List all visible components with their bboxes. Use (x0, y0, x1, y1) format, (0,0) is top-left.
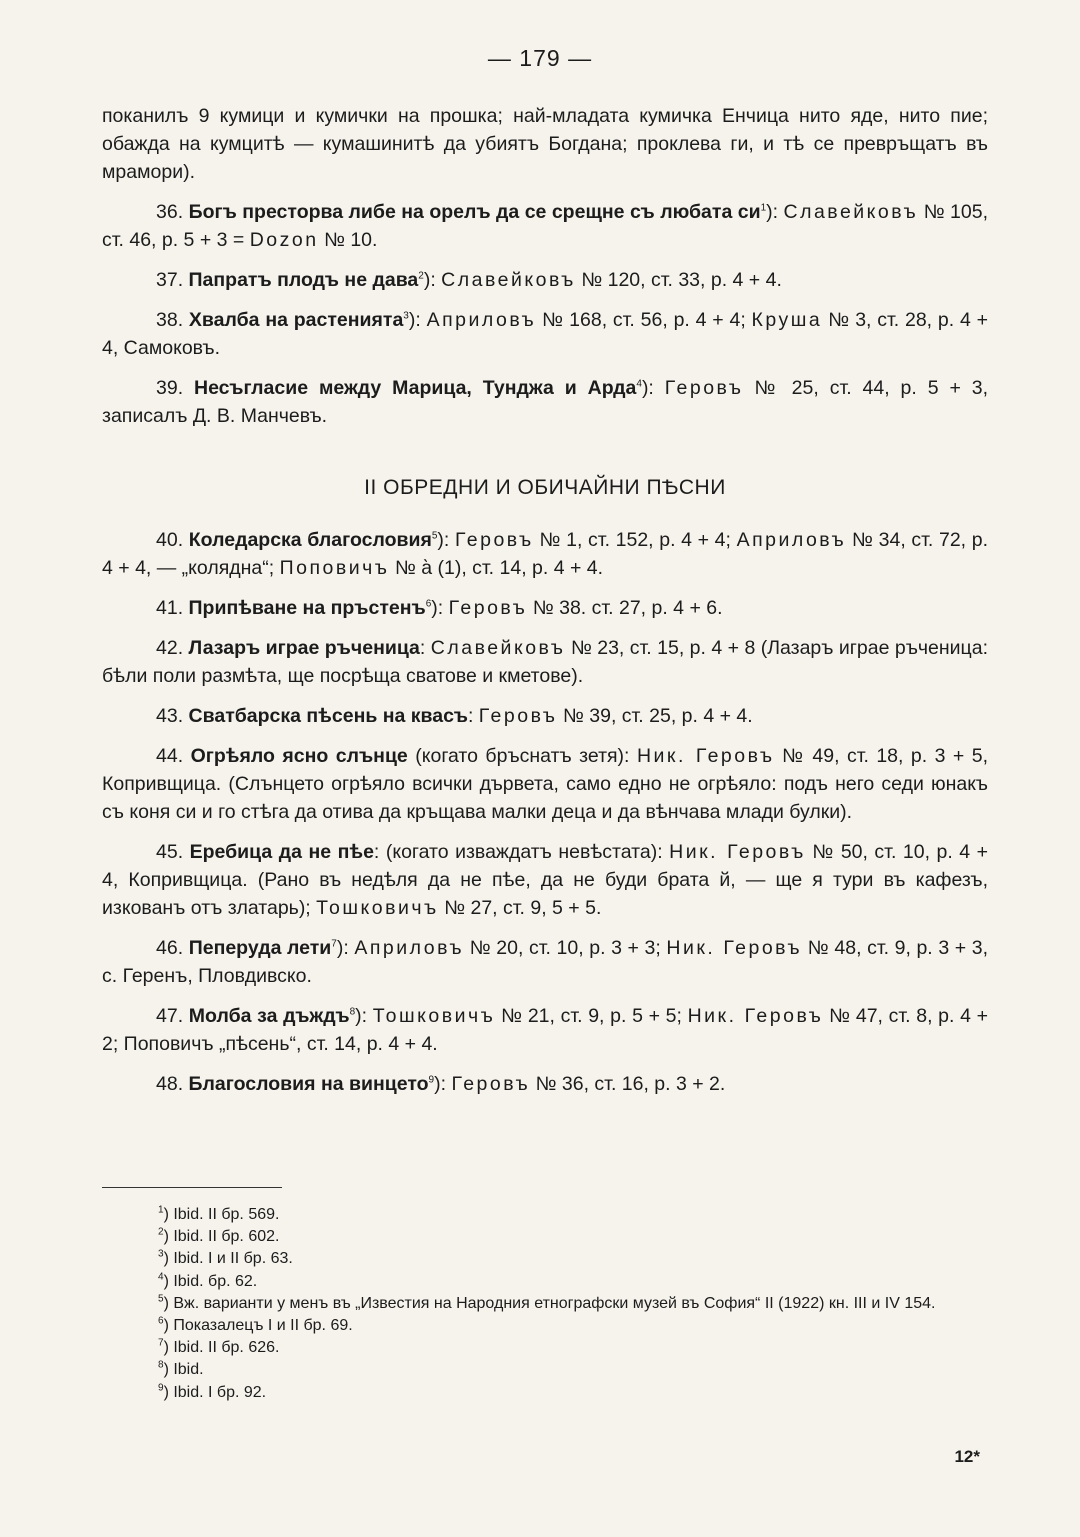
entry-47 (102, 1002, 988, 1058)
entry-title: Еребица да не пѣе (189, 841, 374, 863)
footnote-6 (102, 1315, 988, 1337)
entry-source-author: Геровъ (448, 597, 528, 619)
entry-source-ref: № 1, ст. 152, р. 4 + 4; (533, 529, 737, 551)
entry-note: ): (355, 1005, 368, 1027)
entry-source-ref: № 21, ст. 9, р. 5 + 5; (495, 1005, 688, 1027)
entry-note: ): (431, 597, 444, 619)
entry-source-author: Геровъ (455, 529, 534, 551)
entry-title: Лазаръ играе ръченица (188, 637, 420, 659)
entry-note: ): (434, 1073, 447, 1095)
footnote-4 (102, 1271, 988, 1293)
footnote-5 (102, 1293, 988, 1315)
entry-40 (102, 526, 988, 582)
entry-source-ref: № 48, ст. 9, р. 3 + 3, с. Геренъ, Пловдивско. (102, 937, 989, 987)
footnote-ref: 4 (636, 378, 642, 390)
entry-43 (102, 702, 988, 730)
entry-number: 47. (156, 1005, 184, 1027)
entry-source-author: Априловъ (426, 309, 537, 331)
entry-source-author: Тошковичъ (316, 897, 439, 919)
entry-note: ): (641, 377, 654, 399)
entry-source-author: Априловъ (736, 529, 847, 551)
footnote-mark: 1 (158, 1204, 164, 1216)
entry-source-ref: № 120, ст. 33, р. 4 + 4. (575, 269, 782, 291)
footnote-mark: 8 (158, 1360, 164, 1372)
entry-title: Папратъ плодъ не дава (188, 269, 419, 291)
entry-source-author: Тошковичъ (372, 1005, 496, 1027)
entry-note: ): (336, 937, 349, 959)
footnote-mark: 4 (158, 1271, 164, 1283)
entry-source-ref: № 168, ст. 56, р. 4 + 4; (536, 309, 752, 331)
entries-group-2 (102, 526, 988, 1098)
footnote-ref: 7 (331, 938, 337, 950)
entry-source-author: Геровъ (664, 377, 744, 399)
footnote-1 (102, 1204, 988, 1226)
entry-45 (102, 838, 988, 922)
footnote-text: ) Ibid. (163, 1361, 204, 1379)
entry-title: Богъ престорва либе на орелъ да се срещне съ любата си (188, 201, 761, 223)
page-signature: 12* (954, 1447, 980, 1466)
entry-source-author: Априловъ (354, 937, 465, 959)
entry-source-author: Ник. Геровъ (636, 745, 775, 767)
footnote-ref: 2 (418, 270, 424, 282)
entry-source-author: Круша (751, 309, 823, 331)
entry-number: 41. (156, 597, 184, 619)
entry-note: : (467, 705, 474, 727)
entry-source-ref: № 47, ст. 8, р. 4 + 2; Поповичъ „пѣсень“, ст. 14, р. 4 + 4. (102, 1005, 989, 1055)
entry-46 (102, 934, 988, 990)
footnote-mark: 6 (158, 1315, 164, 1327)
footnote-text: ) Показалецъ I и II бр. 69. (163, 1317, 353, 1335)
entry-source-ref: № 34, ст. 72, р. 4 + 4, — „колядна“; (102, 529, 989, 579)
entry-39 (102, 374, 988, 430)
entry-title: Благословия на винцето (188, 1073, 429, 1095)
entry-source-author: Ник. Геровъ (666, 937, 803, 959)
entry-number: 44. (156, 745, 184, 767)
entry-source-ref: № 49, ст. 18, р. 3 + 5, Копривщица. (Слънцето огрѣяло всички дървета, само едно не огрѣяло: подъ него седи юнакъ съ коня си и го стѣга да отива да кръщава малки деца и да вѣнчава млади булки). (102, 745, 989, 823)
footnote-ref: 6 (425, 598, 432, 610)
entry-title: Хвалба на растенията (188, 309, 404, 331)
footnotes (102, 1204, 988, 1404)
main-text (102, 102, 988, 1110)
page-number: — 179 — (487, 45, 593, 71)
entry-number: 43. (156, 705, 184, 727)
footnote-ref: 1 (760, 202, 767, 214)
entry-note: ): (408, 309, 421, 331)
entry-42 (102, 634, 988, 690)
entry-source-author: Славейковъ (441, 269, 576, 291)
footnote-divider (102, 1187, 282, 1188)
footnote-3 (102, 1248, 988, 1270)
footnote-9 (102, 1382, 988, 1404)
footnote-ref: 3 (403, 310, 409, 322)
entry-note: ): (766, 201, 779, 223)
entry-source-ref: № 25, ст. 44, р. 5 + 3, записалъ Д. В. Манчевъ. (102, 377, 989, 427)
entry-note: ): (437, 529, 450, 551)
entry-41 (102, 594, 988, 622)
entry-title: Сватбарска пѣсень на квасъ (188, 705, 468, 727)
entry-number: 45. (156, 841, 184, 863)
footnote-text: ) Вж. варианти у менъ въ „Известия на Народния етнографски музей въ София“ II (1922) кн. III и IV 154. (163, 1294, 936, 1312)
entry-source-author: Славейковъ (783, 201, 919, 223)
section-title: II ОБРЕДНИ И ОБИЧАЙНИ ПѢСНИ (364, 476, 726, 499)
entry-number: 37. (156, 269, 184, 291)
entry-number: 48. (156, 1073, 184, 1095)
entry-source-ref: № 3, ст. 28, р. 4 + 4, Самоковъ. (102, 309, 989, 359)
entry-number: 39. (156, 377, 184, 399)
entry-source-ref: № а̀ (1), ст. 14, р. 4 + 4. (389, 557, 604, 579)
entry-title: Пеперуда лети (188, 937, 332, 959)
entry-48 (102, 1070, 988, 1098)
entry-source-ref: № 10. (318, 229, 378, 251)
entry-source-author: Поповичъ (279, 557, 390, 579)
entry-number: 42. (156, 637, 184, 659)
footnote-text: ) Ibid. II бр. 569. (163, 1206, 280, 1223)
entry-source-ref: № 36, ст. 16, р. 3 + 2. (530, 1073, 726, 1095)
footnote-mark: 2 (158, 1226, 164, 1238)
entries-group-1 (102, 198, 988, 430)
footnote-ref: 9 (428, 1074, 435, 1086)
entry-source-author: Dozon (249, 229, 319, 251)
footnote-7 (102, 1337, 988, 1359)
footnote-2 (102, 1226, 988, 1248)
entry-37 (102, 266, 988, 294)
entry-source-author: Ник. Геровъ (687, 1005, 824, 1027)
entry-note: : (когато изваждатъ невѣстата): (373, 841, 663, 863)
entry-note: : (419, 637, 426, 659)
entry-source-ref: № 39, ст. 25, р. 4 + 4. (557, 705, 753, 727)
entry-source-author: Геровъ (451, 1073, 531, 1095)
footnote-text: ) Ibid. бр. 62. (163, 1272, 258, 1290)
entry-source-ref: № 23, ст. 15, р. 4 + 8 (Лазаръ играе ръченица: бѣли поли размѣта, ще посрѣща сватове и кметове). (102, 637, 988, 687)
entry-number: 36. (156, 201, 184, 223)
footnote-mark: 9 (158, 1382, 164, 1394)
entry-title: Несъгласие между Марица, Тунджа и Арда (194, 377, 637, 399)
footnote-mark: 7 (158, 1337, 164, 1349)
footnote-mark: 5 (158, 1293, 164, 1305)
entry-source-ref: № 27, ст. 9, 5 + 5. (438, 897, 602, 919)
entry-number: 46. (156, 937, 184, 959)
entry-38 (102, 306, 988, 362)
footnote-text: ) Ibid. II бр. 602. (163, 1228, 280, 1246)
entry-number: 38. (156, 309, 184, 331)
entry-source-ref: № 105, ст. 46, р. 5 + 3 = (102, 201, 988, 251)
entry-title: Коледарска благословия (188, 529, 432, 551)
footnote-text: ) Ibid. I бр. 92. (163, 1383, 267, 1401)
entry-title: Молба за дъждъ (188, 1005, 350, 1027)
entry-title: Огрѣяло ясно слънце (190, 745, 408, 767)
entry-source-author: Славейковъ (430, 637, 566, 659)
entry-note: (когато бръснатъ зетя): (407, 745, 630, 767)
footnote-text: ) Ibid. II бр. 626. (163, 1339, 280, 1357)
entry-44 (102, 742, 988, 826)
entry-source-ref: № 50, ст. 10, р. 4 + 4, Копривщица. (Рано въ недѣля да не пѣе, да не буди брата й, — ще я тури въ кафезъ, изкованъ отъ златарь); (102, 841, 988, 919)
entry-title: Припѣване на пръстенъ (188, 597, 426, 619)
footnote-8 (102, 1359, 988, 1381)
entry-source-ref: № 38. ст. 27, р. 4 + 6. (527, 597, 723, 619)
footnote-mark: 3 (158, 1249, 164, 1261)
footnote-text: ) Ibid. I и II бр. 63. (163, 1250, 293, 1268)
entry-36 (102, 198, 988, 254)
entry-source-ref: № 20, ст. 10, р. 3 + 3; (464, 937, 667, 959)
entry-source-author: Ник. Геровъ (669, 841, 806, 863)
intro-paragraph: поканилъ 9 кумици и кумички на прошка; най-младата кумичка Енчица нито яде, нито пие; обажда на кумцитѣ — кумашинитѣ да убиятъ Богдана; проклева ги, и тѣ се превръщатъ въ мрамори). (102, 105, 988, 183)
footnote-ref: 5 (431, 530, 438, 542)
entry-number: 40. (156, 529, 184, 551)
footnote-ref: 8 (349, 1006, 356, 1018)
entry-note: ): (423, 269, 436, 291)
entry-source-author: Геровъ (478, 705, 558, 727)
